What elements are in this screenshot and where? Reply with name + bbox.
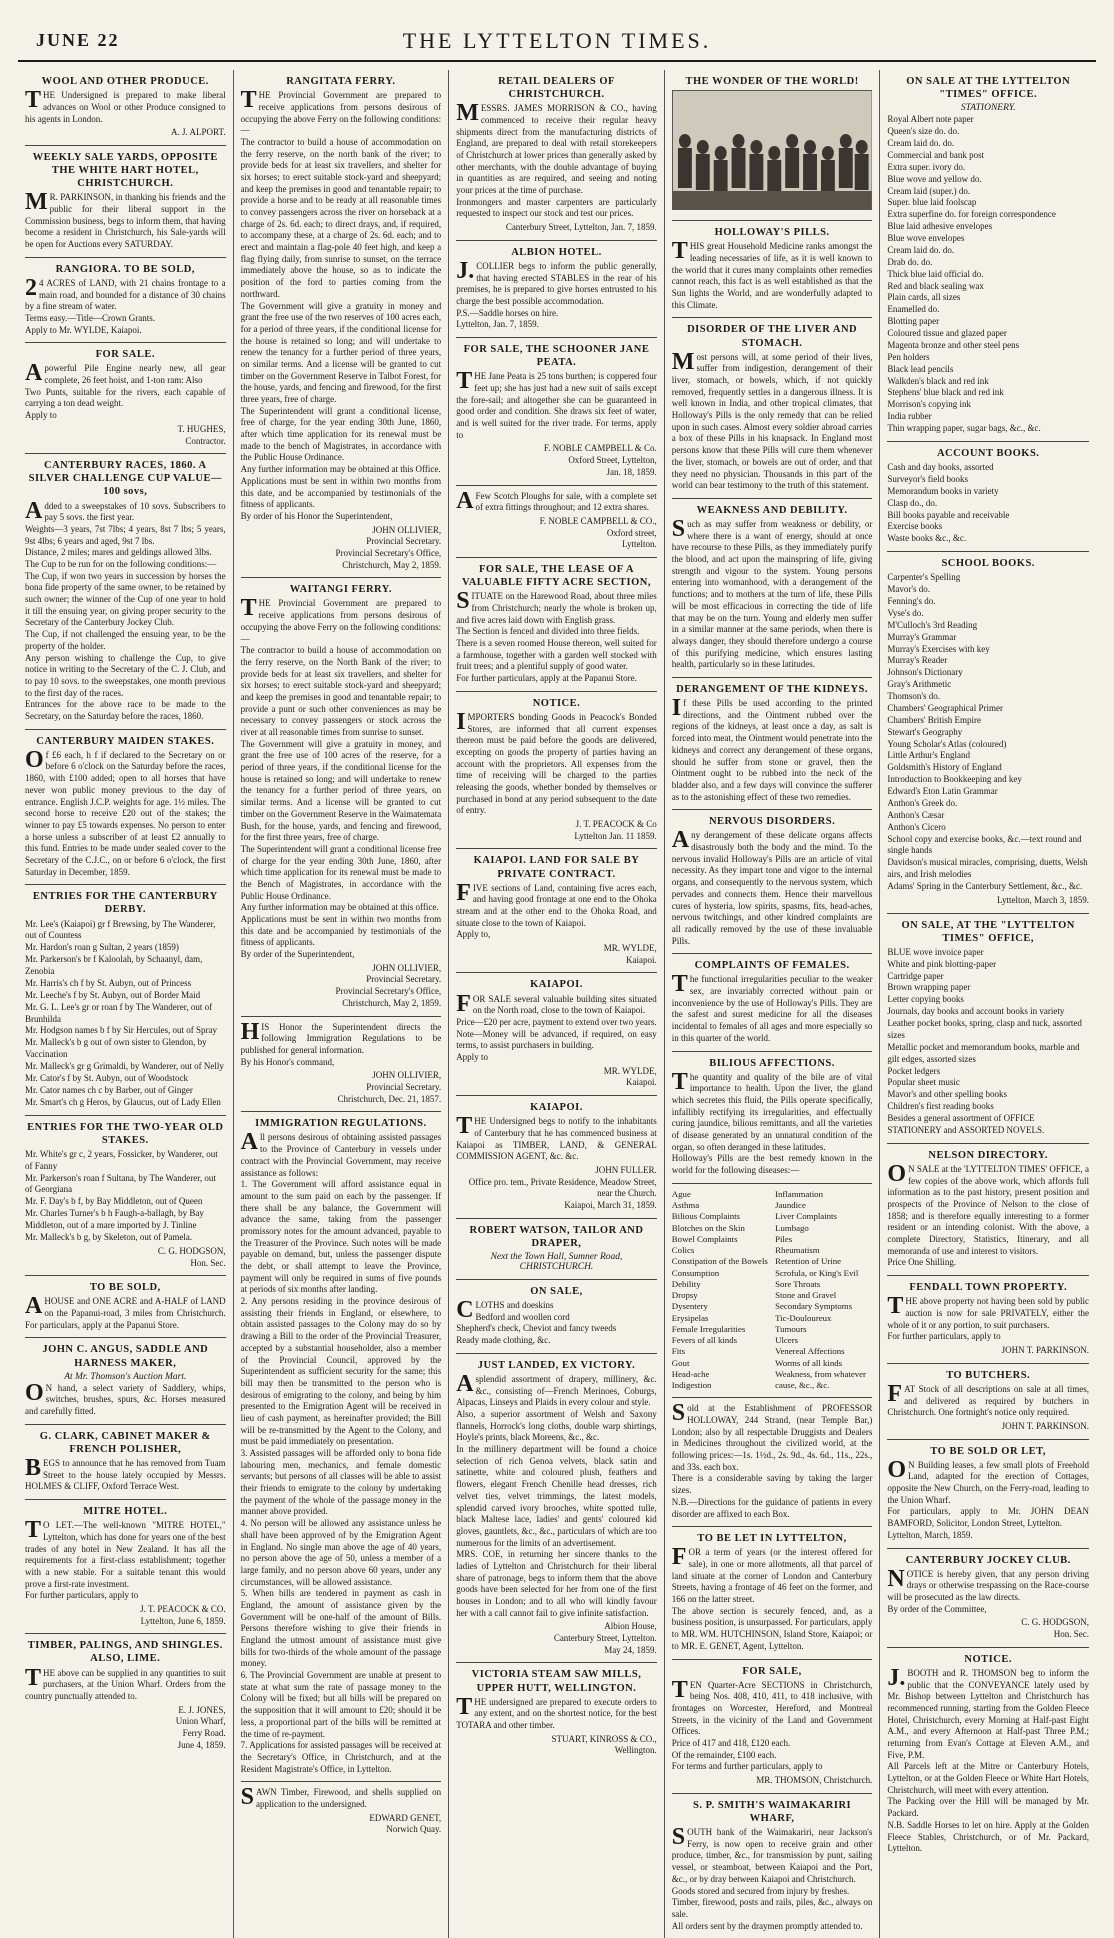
advertisement (456, 70, 657, 241)
ad-body: The functional irregularities peculiar to the weaker sex, are invariably corrected without pain or inconvenience by the use of Holloway's Pills. They are the safest and surest medicine for all the diseases incidental to females of all ages and more especially so in this quarter of the world. (671, 971, 873, 1043)
ad-signature: F. NOBLE CAMPBELL & Co. Oxford Street, Lyttelton, Jan. 18, 1859. (543, 443, 657, 477)
ad-subheading: STATIONERY. (960, 103, 1016, 114)
ad-heading: FENDALL TOWN PROPERTY. (909, 1282, 1068, 1294)
advertisement (241, 1112, 442, 1782)
ad-body: FIVE sections of Land, containing five acres each, and having good frontage at one end to the Ohoka stream and at the other end to the Ohoka Road, and situate close to the town of Kaiapoi. Apply to, (456, 879, 657, 940)
ad-heading: S. P. SMITH'S WAIMAKARIRI WHARF, (693, 1799, 852, 1824)
ad-heading: WEEKLY SALE YARDS, OPPOSITE THE WHITE HART HOTEL, CHRISTCHURCH. (32, 151, 218, 190)
ad-body: FOR SALE several valuable building sites situated on the North road, close to the town of Kaiapoi. Price—£20 per acre, payment to extend over two years. Note—Money will be advanced, if required, on easy terms, to assist purchasers in building. Apply to (456, 990, 657, 1062)
ad-body: Apowerful Pile Engine nearly new, all gear complete, 26 feet hoist, and 1-ton ram: Also Two Punts, suitable for the rivers, each capable of carrying a ton dead weight. Apply to (25, 360, 226, 421)
advertisement (887, 552, 1089, 913)
ad-heading: TO BE LET IN LYTTELTON, (697, 1533, 847, 1545)
ad-heading: HOLLOWAY'S PILLS. (714, 227, 830, 239)
ad-heading: RANGIORA. TO BE SOLD, (55, 263, 195, 275)
ad-body: IMPORTERS bonding Goods in Peacock's Bonded Stores, are informed that all current expenses thereon must be paid before the goods are delivered, excepting on goods the property of parties having an account with the proprietors. All expenses from the time of receiving will be charged to the parties releasing the goods, whether bonded by themselves or purchased in bond at any period subsequent to the date of entry. (456, 708, 657, 816)
ad-signature: F. NOBLE CAMPBELL & CO., Oxford street, Lyttelton. (539, 515, 657, 550)
ad-list: Royal Albert note paper Queen's size do. do. Cream laid do. do. Commercial and bank post Extra super. ivory do. Blue wove and yellow do. Cream laid (super.) do. Super. blue laid foolscap Extra superfine do. for foreign correspondence Blue laid adhesive envelopes Blue wove envelopes Cream laid do. do. Drab do. do. Thick blue laid official do. Red and black sealing wax Plain cards, all sizes Enamelled do. Blotting paper Coloured tissue and glazed paper Magenta bronze and other steel pens Pen holders Black lead pencils Walkden's black and red ink Stephens' blue black and red ink Morrison's copying ink India rubber Thin wrapping paper, sugar bags, &c., &c. (887, 114, 1056, 433)
ad-heading: NOTICE. (532, 697, 581, 709)
ad-body: THE Undersigned is prepared to make liberal advances on Wool or other Produce consigned to his agents in London. (25, 87, 226, 124)
advertisement (887, 1440, 1089, 1549)
column-1 (18, 70, 234, 1938)
ad-signature: A. J. ALPORT. (171, 127, 226, 138)
ad-heading: ALBION HOTEL. (511, 246, 602, 258)
advertisement (887, 1144, 1089, 1276)
advertisement (25, 343, 226, 454)
column-5 (880, 70, 1096, 1938)
advertisement (887, 1648, 1089, 1861)
disease-list-left: Ague Asthma Bilious Complaints Blotches on the Skin Bowel Complaints Colics Constipation of the Bowels Consumption Debility Dropsy Dysentery Erysipelas Female Irregularities Fevers of all kinds Fits Gout Head-ache Indigestion (671, 1188, 768, 1391)
ad-list: Mr. Lee's (Kaiapoi) gr f Brewsing, by The Wanderer, out of Countess Mr. Hardon's roan g Sultan, 2 years (1859) Mr. Parkerson's br f Kaloolah, by Schaanyl, dam, Zenobia Mr. Harris's ch f by St. Aubyn, out of Princess Mr. Leeche's f by St. Aubyn, out of Border Maid Mr. G. L. Lee's gr or roan f by The Wanderer, out of Brunhilda Mr. Hodgson names b f by Sir Hercules, out of Spray Mr. Malleck's b g out of own sister to Glendon, by Vaccination Mr. Malleck's gr g Grimaldi, by Wanderer, out of Nelly Mr. Cator's f by St. Aubyn, out of Woodstock Mr. Cator names ch c by Barber, out of Ginger Mr. Smart's ch g Heros, by Glaucus, out of Lady Ellen (25, 918, 224, 1107)
ad-signature: JOHN OLLIVIER, Provincial Secretary. Christchurch, Dec. 21, 1857. (337, 1070, 442, 1104)
advertisement (456, 1280, 657, 1354)
ad-heading: JOHN C. ANGUS, SADDLE AND HARNESS MAKER, (42, 1344, 209, 1369)
ad-body: AFew Scotch Ploughs for sale, with a complete set of extra fittings throughout; and 12 extra shares. (456, 487, 657, 514)
advertisement (456, 1096, 657, 1219)
disease-list-right: Inflammation Jaundice Liver Complaints Lumbago Piles Rheumatism Retention of Urine Scrofula, or King's Evil Sore Throats Stone and Gravel Secondary Symptoms Tic-Douloureux Tumours Ulcers Venereal Affections Worms of all kinds Weakness, from whatever cause, &c., &c. (775, 1188, 866, 1391)
column-3 (449, 70, 665, 1938)
ad-signature: C. G. HODGSON, Hon. Sec. (157, 1245, 226, 1268)
ad-body: Sold at the Establishment of PROFESSOR HOLLOWAY, 244 Strand, (near Temple Bar,) London; also by all respectable Druggists and Dealers in Medicines throughout the civilized world, at the following prices:—1s. 1½d., 2s. 9d., 4s. 6d., 11s., 22s., and 33s. each box. There is a considerable saving by taking the larger sizes. N.B.—Directions for the guidance of patients in every disorder are affixed to each Box. (671, 1400, 873, 1519)
ad-body: 24 ACRES of LAND, with 21 chains frontage to a main road, and bounded for a distance of 30 chains by a fine stream of water. Terms easy.—Title—Crown Grants. Apply to Mr. WYLDE, Kaiapoi. (25, 274, 226, 335)
ad-body: ON hand, a select variety of Saddlery, whips, switches, brushes, spurs, &c. Horses measured and carefully fitted. (25, 1379, 226, 1416)
ad-heading: VICTORIA STEAM SAW MILLS, UPPER HUTT, WELLINGTON. (471, 1669, 642, 1694)
ad-signature: JOHN T. PARKINSON. (1001, 1420, 1089, 1431)
ad-signature: J. T. PEACOCK & CO. Lyttelton, June 6, 1859. (140, 1603, 226, 1626)
advertisement (672, 810, 873, 954)
ad-body: Added to a sweepstakes of 10 sovs. Subscribers to pay 5 sovs. the first year. Weights—3 years, 7st 7lbs; 4 years, 8st 7 lbs; 5 years, 9st 4lbs; 6 years and aged, 9st 7 lbs. Distance, 2 miles; mares and geldings allowed 3lbs. The Cup to be run for on the following conditions:— The Cup, if won two years in succession by horses the bona fide property of the same owner, to be retained by such owner; the winner of the Cup of one year to hold it till the ensuing year, on giving proper security to the Secretary of the Canterbury Jockey Club. The Cup, if not challenged the ensuing year, to be the property of the holder. Any person wishing to challenge the Cup, to give notice in writing to the Secretary of the C. J. Club, and to pay 10 sovs. to the sweepstakes, one month previous to the first day of the races. Entrances for the above race to be made to the Secretary, on the Saturday before the races, 1860. (25, 497, 226, 721)
ad-heading: JUST LANDED, EX VICTORY. (477, 1359, 636, 1371)
advertisement (456, 692, 657, 850)
advertisement (456, 558, 657, 692)
advertisement (25, 454, 226, 729)
advertisement (25, 146, 226, 258)
ad-body: HIS Honor the Superintendent directs the following Immigration Regulations to be published for general information. By his Honor's command, (240, 1018, 442, 1067)
advertisement (887, 914, 1089, 1144)
ad-heading: ON SALE, (530, 1285, 583, 1297)
ad-body: THE Jane Peata is 25 tons burthen; is coppered four feet up; she has just had a new suit of sails except the fore-sail; and altogether she can be guaranteed in good order and condition. She draws six feet of water, and is well suited for the river trade. For terms, apply to (456, 368, 657, 440)
ad-body: If these Pills be used according to the printed directions, and the Ointment rubbed over the regions of the kidneys, at least once a day, as salt is forced into meat, the Ointment would penetrate into the kidneys and correct any derangement of these organs, should he suffer from stone or gravel, then the Ointment ought to be rubbed into the neck of the bladder also, and a few days will convince the sufferer as to the astonishing effect of these two remedies. (671, 695, 873, 802)
ad-signature: JOHN FULLER. Office pro. tem., Private Residence, Meadow Street, near the Church. Kaiapoi, March 31, 1859. (468, 1164, 657, 1210)
ad-heading: G. CLARK, CABINET MAKER & FRENCH POLISHER, (39, 1430, 211, 1455)
ad-heading: DISORDER OF THE LIVER AND STOMACH. (687, 324, 858, 349)
ad-body: TEN Quarter-Acre SECTIONS in Christchurch, being Nos. 408, 410, 411, to 418 inclusive, with frontages on Worcester, Hereford, and Montreal Streets, in the vicinity of the Land and Government Offices. Price of 417 and 418, £120 each. Of the remainder, £100 each. For terms and further particulars, apply to (671, 1676, 873, 1772)
ad-body: AHOUSE and ONE ACRE and A-HALF of LAND on the Papanui-road, 3 miles from Christchurch. For particulars, apply at the Papanui Store. (25, 1293, 226, 1330)
ad-heading: FOR SALE, THE SCHOONER JANE PEATA. (463, 344, 650, 369)
ad-body: TO LET.—The well-known "MITRE HOTEL," Lyttelton, which has done for years one of the best trades of any hotel in New Zealand. It has all the requirements for a first-class establishment; together with a new stable. For a suitable tenant this would prove a first-rate investment. For further particulars, apply to (25, 1517, 226, 1601)
ad-body: Asplendid assortment of drapery, millinery, &c. &c., consisting of—French Merinoes, Coburgs, Alpacas, Linseys and Plaids in every colour and style. Also, a superior assortment of Welsh and Saxony flannels, Horrock's long cloths, double warp shirtings, Hoyle's prints, black Moreens, &c., &c. In the millinery department will be found a choice selection of rich Genoa velvets, black satin and satinette, white and coloured plush, feathers and flowers, elegant French Chenille head dresses, rich velvet ties, velvet trimmings, the latest models, splendid carved ivory brooches, white spotted tulle, black Maltese lace, ladies' and gents' coloured kid gloves, gauntlets, &c., &c., particulars of which are too numerous for the limits of an advertisement. MRS. COE, in returning her sincere thanks to the ladies of Lyttelton and Christchurch for their liberal share of patronage, begs to inform them that the above goods have been selected for her from one of the first houses in London; and to all who will kindly favour her with a call cannot fail to give infinite satisfaction. (456, 1370, 657, 1618)
advertisement (241, 1782, 442, 1842)
ad-heading: CANTERBURY RACES, 1860. A SILVER CHALLENGE CUP VALUE—100 sovs, (28, 460, 222, 498)
advertisement (456, 486, 657, 558)
ad-body: MR. PARKINSON, in thanking his friends and the public for their liberal support in the Commission business, begs to inform them, that having become a resident in Christchurch, his Sale-yards will be open for Auctions every SATURDAY. (25, 189, 226, 249)
ad-heading: WAITANGI FERRY. (289, 584, 392, 596)
advertisement (456, 338, 657, 485)
advertisement (456, 1354, 657, 1664)
ad-body: SITUATE on the Harewood Road, about three miles from Christchurch; nearly the whole is broken up, and five acres laid down with English grass. The Section is fenced and divided into three fields. There is a seven roomed House thereon, well suited for a farmhouse, together with a garden well stocked with fruit trees; and a plentiful supply of good water. For further particulars, apply at the Papanui Store. (456, 588, 657, 683)
ad-heading: KAIAPOI. (530, 979, 583, 991)
advertisement (25, 1634, 226, 1757)
ad-body: BEGS to announce that he has removed from Tuam Street to the house lately occupied by Messrs. HOLMES & CLIFF, Oxford Terrace West. (25, 1454, 226, 1492)
disease-list (672, 1189, 873, 1392)
ad-heading: NERVOUS DISORDERS. (708, 816, 836, 828)
ad-heading: CANTERBURY JOCKEY CLUB. (905, 1554, 1071, 1566)
ad-signature: STUART, KINROSS & CO., Wellington. (551, 1733, 657, 1756)
advertisement (241, 578, 442, 1016)
advertisement (456, 973, 657, 1096)
ad-signature: Albion House, Canterbury Street, Lyttelton. May 24, 1859. (553, 1621, 657, 1655)
ad-body: ON SALE at the 'LYTTELTON TIMES' OFFICE, a few copies of the above work, which affords full information as to the past history, present position and prospects of the Province of Nelson to the close of 1858; and is therefore equally interesting to a former resident or an intending colonist. With the above, a complete Directory, Statistics, Itinerary, and all memoranda of use and interest to visitors. Price One Shilling. (887, 1160, 1089, 1268)
advertisement (25, 885, 226, 1115)
ad-heading: ON SALE AT THE LYTTELTON "TIMES" OFFICE. (906, 76, 1071, 101)
advertisement (25, 1500, 226, 1634)
ad-body: Most persons will, at some period of their lives, suffer from indigestion, derangement of their liver, stomach, or bowels, which, if not quickly removed, frequently settles in a dangerous illness. It is well known in India, and other tropical climates, that Holloway's Pills is the only remedy that can be relied upon in such cases. Almost every soldier abroad carries a box of these Pills in his knapsack. In England most persons know that these Pills will cure them whenever the liver, stomach, or bowels are out of order, and that they need no physician. Thousands in this part of the world can bear testimony to the truth of this statement. (671, 348, 873, 491)
ad-signature: MR. WYLDE, Kaiapoi. (603, 943, 657, 965)
ad-body: Of £6 each, h f if declared to the Secretary on or before 6 o'clock on the Saturday before the races, 1860, with £100 added; open to all horses that have never won public money previous to the day of entrance. English J.C.P. weights for age. 1½ miles. The second horse to receive £20 out of the stakes; the winner to pay £5 towards expenses. No person to enter a horse unless a subscriber of at least £2 annually to this fund. Entries to be made under sealed cover to the Secretary of the C.J.C., on or before 6 o'clock, the first Saturday in December, 1859. (25, 746, 226, 877)
ad-signature: E. J. JONES, Union Wharf, Ferry Road. June 4, 1859. (175, 1704, 226, 1750)
ad-list: Cash and day books, assorted Surveyor's field books Memorandum books in variety Clasp do., do. Bill books payable and receivable Exercise books Waste books &c., &c. (887, 462, 1010, 544)
ad-body: MESSRS. JAMES MORRISON & CO., having commenced to receive their regular heavy shipments direct from the manufacturing districts of England, are prepared to deal with retail storekeepers of Christchurch at lower prices than generally asked by other merchants, with the double advantage of buying in quantities as are required, and seeing and noting your prices at the time of purchase. Ironmongers and master carpenters are particularly requested to inspect our stock and test our prices. (456, 100, 657, 219)
advertisement (25, 1425, 226, 1500)
advertisement (672, 1527, 873, 1659)
advertisement (887, 70, 1089, 442)
ad-list: Mr. White's gr c, 2 years, Fossicker, by Wanderer, out of Fanny Mr. Parkerson's roan f Sultana, by The Wanderer, out of Georgiana Mr. F. Day's b f, by Bay Middleton, out of Queen Mr. Charles Turner's b h Faugh-a-ballagh, by Bay Middleton, out of a mare imported by J. Tinline Mr. Malleck's b g, by Skeleton, out of Pamela. (25, 1148, 218, 1242)
advertisement (672, 1184, 873, 1399)
ad-signature: MR. THOMSON, Christchurch. (756, 1775, 873, 1786)
advertisement (887, 1364, 1089, 1440)
ad-heading: THE WONDER OF THE WORLD! (685, 76, 859, 87)
advertisement (672, 1794, 873, 1938)
ad-body: THE undersigned are prepared to execute orders to any extent, and on the shortest notice, for the best TOTARA and other timber. (456, 1693, 657, 1731)
ad-body: THE Provincial Government are prepared to receive applications from persons desirous of occupying the above Ferry on the following conditions:— The contractor to build a house of accommodation on the ferry reserve, on the north bank of the river; to provide beds for at least six travellers, and shelter for six horses; to erect suitable stock-yard and sheepyard; and keep the premises in good and tenantable repair; to provide a horse and to be ready at all reasonable times to convey passengers across the river on horseback at a charge of 2s. 6d. each; to direct drays, and, if required, to accompany these, at a charge of 2s. 6d. each; and to erect and maintain a flag-pole 40 feet high, and keep a flag flying daily, from sunrise to sunset, on the terrace immediately above the house, so as to indicate the position of the ford to parties coming from the northward. The Government will give a gratuity in money and grant the free use of the two reserves of 100 acres each, for a period of three years, if the conditional license for the house is retained so long; and will undertake to renew the tenancy for a further period of three years, on similar terms. And a license will be granted to cut timber on the Government Reserve in Talbot Forest, for the house, yards, and fencing and firewood, for the first three years, free of charge. The Superintendent will grant a conditional license, free of charge, for the year ending 30th June, 1860, after which time application for its renewal must be made to the bench of Magistrates, in accordance with the Public House Ordinance. Any further information may be obtained at this Office. Applications must be sent in within two months from this date, and be accompanied by testimonials of the fitness of applicants. By order of his Honor the Superintendent, (240, 87, 442, 521)
ad-heading: TO BE SOLD, (89, 1282, 161, 1294)
ad-heading: IMMIGRATION REGULATIONS. (255, 1118, 427, 1130)
advertisement (456, 241, 657, 338)
ad-heading: ON SALE, AT THE "LYTTELTON TIMES" OFFICE, (901, 919, 1075, 944)
advertisement (672, 1398, 873, 1527)
ad-signature: JOHN T. PARKINSON. (1001, 1345, 1089, 1355)
ad-signature: C. G. HODGSON, Hon. Sec. (1021, 1617, 1089, 1640)
column-2 (234, 70, 450, 1938)
ad-list: BLUE wove invoice paper White and pink blotting-paper Cartridge paper Brown wrapping paper Letter copying books Journals, day books and account books in variety Leather pocket books, spring, clasp and tuck, assorted sizes Metallic pocket and memorandum books, marble and gilt edges, assorted sizes Pocket ledgers Popular sheet music Mavor's and other spelling books Children's first reading books Besides a general assortment of OFFICE STATIONERY and ASSORTED NOVELS. (887, 946, 1082, 1135)
issue-date: JUNE 22 (36, 30, 120, 50)
advertisement (241, 1017, 442, 1113)
ad-body: J.BOOTH and R. THOMSON beg to inform the public that the CONVEYANCE lately used by Mr. Bishop between Lyttelton and Christchurch has recommenced running, starting from the Golden Fleece Hotel, Christchurch, every Morning at Half-past Eight A.M., and every Afternoon at Half-past Three P.M.; returning from Evan's Cottage at Eleven A.M., and Five, P.M. All Parcels left at the Mitre or Canterbury Hotels, Lyttelton, or at the Golden Fleece or White Hart Hotels, Christchurch, will meet with every attention. The Packing over the Hill will be managed by Mr. Packard. N.B. Saddle Horses to let on hire. Apply at the Golden Fleece Stables, Christchurch, or of Mr. Packard, Lyttelton. (887, 1664, 1089, 1854)
columns (18, 70, 1096, 1931)
ad-body: THE above can be supplied in any quantities to suit purchasers, at the Union Wharf. Orders from the country punctually attended to. (25, 1664, 226, 1701)
ad-body: FOR a term of years (or the interest offered for sale), in one or more allotments, all that parcel of land situate at the corner of London and Canterbury Streets, having a frontage of 46 feet on the former, and 166 on the latter street. The above section is securely fenced, and, as a business position, is unsurpassed. For particulars, apply to MR. WM. HUTCHINSON, Island Store, Kaiapoi; or to MR. E. GENET, Agent, Lyttelton. (671, 1544, 873, 1651)
ad-heading: NOTICE. (964, 1653, 1012, 1665)
advertisement (25, 730, 226, 886)
ad-heading: TO BE SOLD OR LET, (930, 1445, 1047, 1457)
advertisement (25, 1276, 226, 1338)
advertisement (672, 221, 873, 318)
ad-heading: FOR SALE, THE LEASE OF A VALUABLE FIFTY ACRE SECTION, (461, 563, 652, 589)
advertisement (672, 70, 873, 221)
ad-body: FAT Stock of all descriptions on sale at all times, and delivered as required by butchers in Christchurch. One fortnight's notice only required. (887, 1380, 1089, 1418)
ad-signature: JOHN OLLIVIER, Provincial Secretary. Provincial Secretary's Office, Christchurch, May 2, 1859. (335, 524, 442, 570)
advertisement (672, 954, 873, 1051)
ad-heading: ROBERT WATSON, TAILOR AND DRAPER, (469, 1224, 644, 1249)
advertisement (25, 70, 226, 146)
ad-body: J.COLLIER begs to inform the public generally, that having erected STABLES in the rear of his premises, he is prepared to give horses entrusted to his charge the best possible accommodation. P.S.—Saddle horses on hire. Lyttelton, Jan. 7, 1859. (456, 257, 657, 330)
ad-heading: ENTRIES FOR THE CANTERBURY DERBY. (32, 891, 218, 916)
ad-subheading: At Mr. Thomson's Auction Mart. (64, 1371, 187, 1382)
ad-body: THE Undersigned begs to notify to the inhabitants of Canterbury that he has commenced business at Kaiapoi as TIMBER, LAND, & GENERAL COMMISSION AGENT, &c. &c. (456, 1113, 657, 1162)
advertisement (25, 1116, 226, 1277)
ad-heading: BILIOUS AFFECTIONS. (709, 1057, 835, 1069)
ad-heading: FOR SALE, (742, 1665, 802, 1677)
advertisement (25, 258, 226, 344)
ad-body: NOTICE is hereby given, that any person driving drays or otherwise trespassing on the Race-course will be prosecuted as the law directs. By order of the Committee, (887, 1565, 1089, 1614)
ad-heading: CANTERBURY MAIDEN STAKES. (36, 735, 215, 747)
ad-heading: KAIAPOI. (530, 1102, 583, 1114)
ad-signature: J. T. PEACOCK & Co Lyttelton Jan. 11 1859. (574, 819, 657, 841)
ad-body: CLOTHS and doeskins Bedford and woollen cord Shepherd's check, Cheviot and fancy tweeds Ready made clothing, &c. (456, 1297, 617, 1346)
ad-signature: T. HUGHES, Contractor. (177, 423, 226, 446)
ad-heading: FOR SALE. (95, 349, 155, 361)
ad-heading: TIMBER, PALINGS, AND SHINGLES. ALSO, LIME. (27, 1640, 223, 1665)
advertisement (672, 318, 873, 499)
ad-heading: ACCOUNT BOOKS. (936, 447, 1040, 459)
ad-heading: MITRE HOTEL. (83, 1506, 168, 1517)
ad-heading: WOOL AND OTHER PRODUCE. (41, 76, 209, 87)
ad-body: THIS great Household Medicine ranks amongst the leading necessaries of life, as it is well known to the world that it cures many complaints other remedies cannot reach, this fact is as well established as that the Sun lights the World, and are wonderfully adapted to this Climate. (671, 238, 873, 310)
ad-heading: WEAKNESS AND DEBILITY. (696, 504, 848, 516)
ad-list: Carpenter's Spelling Mavor's do. Fenning's do. Vyse's do. M'Culloch's 3rd Reading Murray's Grammar Murray's Exercises with key Murray's Reader Johnson's Dictionary Gray's Arithmetic Thomson's do. Chambers' Geographical Primer Chambers' British Empire Stewart's Geography Young Scholar's Atlas (coloured) Little Arthur's England Goldsmith's History of England Introduction to Bookkeeping and key Edward's Eton Latin Grammar Anthon's Greek do. Anthon's Cæsar Anthon's Cicero School copy and exercise books, &c.—text round and single hands Davidson's musical miracles, comprising, duetts, Welsh airs, and Irish melodies Adams' Spring in the Canterbury Settlement, &c., &c. (887, 572, 1088, 891)
advertisement (672, 678, 873, 810)
ad-heading: ENTRIES FOR THE TWO-YEAR OLD STAKES. (27, 1121, 224, 1146)
ad-body: THE Provincial Government are prepared to receive applications from persons desirous of occupying the above Ferry on the following conditions:— The contractor to build a house of accommodation on the ferry reserve, on the North Bank of the river; to provide beds for at least six travellers, and shelter for six horses; to erect suitable stock-yard and sheepyard; and keep the premises in good and tenantable repair; to provide a punt or such other conveniences as may be necessary to convey passengers or stock across the river at all reasonable times from sunrise to sunset. The Government will give a gratuity in money, and grant the free use of 100 acres of the reserve, for a period of three years, if the conditional license for the house is retained so long; and will undertake to renew the tenancy for a further period of three years, on similar terms. And a license will be granted to cut timber on the Government Reserve in the Waimatemata Bush, for the house, yards, and fencing and firewood, for the first three years, free of charge. The Superintendent will grant a conditional license free of charge for the year ending 30th June, 1860, after which time application for its renewal must be made to the Bench of Magistrates, in accordance with the Public House Ordinance. Any further information may be obtained at this office. Applications must be sent in within two months from this date and be accompanied by testimonials of the fitness of applicants. By order of the Superintendent, (240, 595, 442, 960)
advertisement (672, 1052, 873, 1184)
ad-heading: NELSON DIRECTORY. (928, 1149, 1048, 1161)
advertisement (456, 849, 657, 973)
ad-body: SAWN Timber, Firewood, and shells supplied on application to the undersigned. (240, 1784, 442, 1811)
advertisement (887, 442, 1089, 552)
ad-heading: RETAIL DEALERS OF CHRISTCHURCH. (498, 76, 615, 101)
ad-heading: RANGITATA FERRY. (286, 76, 396, 87)
advertisement (456, 1219, 657, 1280)
ad-signature: EDWARD GENET, Norwich Quay. (369, 1812, 442, 1835)
ad-body: The quantity and quality of the bile are of vital importance to health. Upon the liver, the gland which secretes this fluid, the Pills operate specifically, infallibly rectifying its irregularities, and effectually curing jaundice, bilious remittants, and all the varieties of disease generated by an unnatural condition of the organ, so often deranged in these latitudes. Holloway's Pills are the best remedy known in the world for the following diseases:— (671, 1068, 873, 1176)
ad-heading: TO BUTCHERS. (946, 1369, 1031, 1381)
engraving-illustration (672, 90, 873, 210)
ad-signature: MR. WYLDE, Kaiapoi. (603, 1065, 657, 1088)
column-4 (665, 70, 881, 1938)
ad-signature: Lyttelton, March 3, 1859. (997, 894, 1089, 905)
ad-heading: COMPLAINTS OF FEMALES. (694, 960, 850, 972)
advertisement (887, 1549, 1089, 1648)
ad-body: Any derangement of these delicate organs affects disastrously both the body and the mind. To the nervous invalid Holloway's Pills are an article of vital necessity. As they impart tone and vigor to the internal organs, and consequently to the nervous system, which pervades and connects them. Hence their marvellous cures of hysteria, low spirits, spasms, fits, head-aches, nervous twitchings, and other kindred complaints are all radically removed by the use of these invaluable Pills. (671, 827, 873, 946)
newspaper-title: THE LYTTELTON TIMES. (402, 28, 712, 53)
ad-body: THE above property not having been sold by public auction is now for sale PRIVATELY, either the whole of it or any portion, to suit purchasers. For further particulars, apply to (887, 1293, 1089, 1342)
ad-body: ON Building leases, a few small plots of Freehold Land, adapted for the erection of Cottages, opposite the New Church, on the Ferry-road, leading to the Union Wharf. For particulars, apply to Mr. JOHN DEAN BAMFORD, Solicitor, London Street, Lyttelton. Lyttelton, March, 1859. (887, 1456, 1089, 1540)
ad-body: All persons desirous of obtaining assisted passages to the Province of Canterbury in vessels under contract with the Provincial Government, may receive assistance as follows: 1. The Government will afford assistance equal in amount to the sum paid on each by the passenger. If there shall be any balance, the Government will advance the same, taking from the passenger promissory notes for the amount advanced, payable to the Treasurer of the Province. Such notes will be made payable on demand, but, unless the passenger dispute the debt, or shall attempt to leave the Province, payment will only be required in sums of five pounds at periods of six months after landing. 2. Any persons residing in the province desirous of assisting their friends in England, or elsewhere, to obtain assisted passages to the Colony may do so by drawing a Bill to the order of the Provincial Treasurer, accepted by a substantial householder, also a member of the Provincial Council, approved by the Superintendent as sufficient security for the same; this bill may then be transmitted to the person who is desirous of emigrating to the colony, and being by him presented to the Emigration Agent will be received in lieu of cash payment, as hereinafter provided; the Bill will be re-transmitted by the Agent to the Colony, and must be paid immediately on presentation. 3. Assisted passages will be afforded only to bona fide labouring men, mechanics, and female domestic servants; but persons of all classes will be able to assist their friends to emigrate to the colony by undertaking the payment of the whole of the passage money in the manner above provided. 4. No person will be allowed any assistance unless he shall have been approved of by the Emigration Agent in England. No single man above the age of 40 years, no person above the age of 50, unless a member of a large family, and no person above 60 years, under any circumstances, will be allowed assistance. 5. When bills are tendered in payment as cash in England, the amount of assistance given by the Government will be one-half of the amount of Bills. Persons therefore wishing to give their friends in England the utmost amount of assistance must give bills for two-thirds of the whole amount of the passage money. 6. The Provincial Government are unable at present to state at what sum the rate of passage money to the Colony will be fixed; but all bills will be prepared on the supposition that it will amount to £20; should it be less, a proportional part of the bills will be remitted at the time of re-payment. 7. Applications for assisted passages will be received at the Secretary's Office, in Christchurch, and at the Resident Magistrate's Office, in Lyttelton. (240, 1129, 442, 1774)
ad-heading: SCHOOL BOOKS. (941, 558, 1035, 570)
ad-signature: Canterbury Street, Lyttelton, Jan. 7, 1859. (505, 222, 657, 233)
ad-heading: DERANGEMENT OF THE KIDNEYS. (676, 683, 869, 695)
ad-body: Such as may suffer from weakness or debility, or where there is a want of energy, should at once have recourse to these Pills, as they immediately purify the blood, and act upon the mainspring of life, giving strength and vigour to the system. Young persons entering into womanhood, with a derangement of the functions; and to mothers at the turn of life, these Pills will be most efficacious in correcting the tide of life that may be on the turn. Young and elderly men suffer in a similar manner at the same periods, when there is always danger, they should therefore undergo a course of this purifying medicine, which ensures lasting health, particularly so in these latitudes. (671, 516, 873, 670)
ad-signature: JOHN OLLIVIER, Provincial Secretary. Provincial Secretary's Office, Christchurch, May 2, 1859. (335, 962, 442, 1008)
advertisement (672, 1660, 873, 1794)
advertisement (887, 1276, 1089, 1364)
ad-heading: KAIAPOI. LAND FOR SALE BY PRIVATE CONTRACT. (473, 855, 640, 880)
ad-subheading: Next the Town Hall, Sumner Road, CHRISTCHURCH. (490, 1251, 623, 1272)
advertisement (456, 1663, 657, 1763)
ad-body: SOUTH bank of the Waimakariri, near Jackson's Ferry, is now open to receive grain and other produce, timber, &c., for transmission by punt, sailing vessel, or steamboat, between Kaiapoi and the Port, &c., or by dray between Kaiapoi and Christchurch. Goods stored and secured from injury by freshes. Timber, firewood, posts and rails, piles, &c., always on sale. All orders sent by the draymen promptly attended to. (671, 1824, 873, 1931)
advertisement (25, 1338, 226, 1424)
masthead (18, 28, 1096, 62)
advertisement (672, 499, 873, 678)
advertisement (241, 70, 442, 578)
